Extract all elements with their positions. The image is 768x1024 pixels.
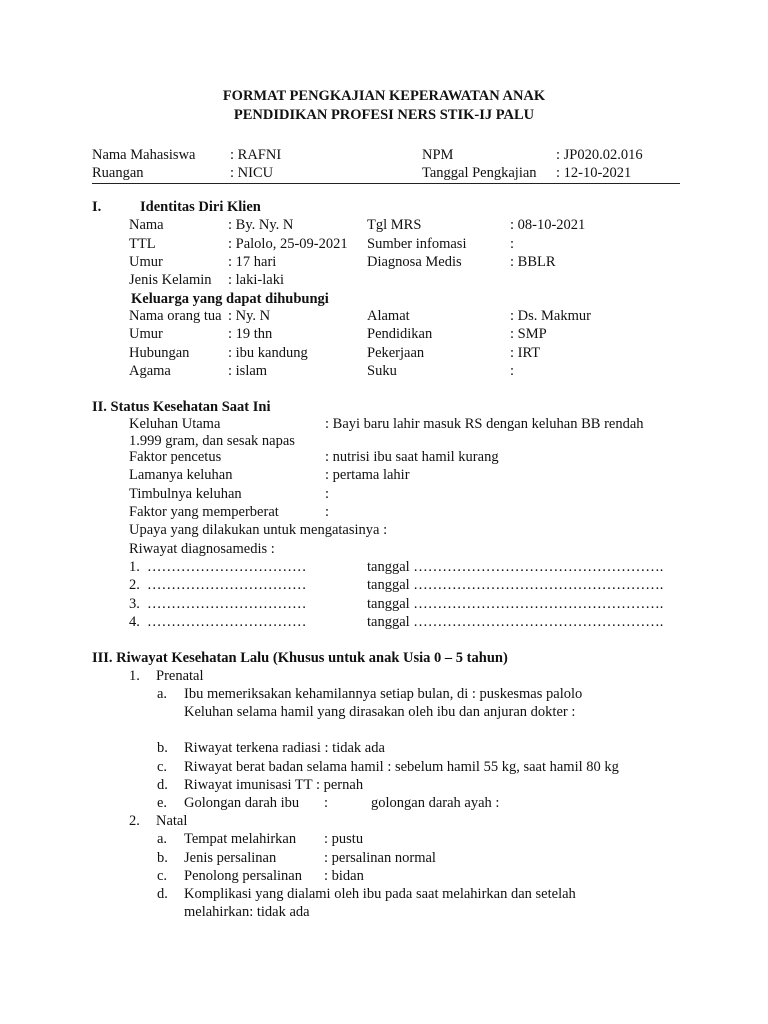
list-item-text-continued: melahirkan: tidak ada bbox=[184, 904, 310, 920]
list-number: 3. bbox=[129, 596, 140, 612]
field-value: : 08-10-2021 bbox=[510, 217, 586, 233]
section-1-number: I. bbox=[92, 199, 102, 215]
field-value: : Palolo, 25-09-2021 bbox=[228, 236, 348, 252]
section-1-title: Identitas Diri Klien bbox=[140, 199, 261, 215]
field-value-continued: 1.999 gram, dan sesak napas bbox=[129, 433, 295, 449]
field-value: : Ny. N bbox=[228, 308, 271, 324]
field-label: Nama bbox=[129, 217, 164, 233]
field-value: : 17 hari bbox=[228, 254, 277, 270]
field-label: Faktor pencetus bbox=[129, 449, 222, 465]
field-value: : laki-laki bbox=[228, 272, 284, 288]
field-label: TTL bbox=[129, 236, 156, 252]
field-value: : pertama lahir bbox=[325, 467, 410, 483]
field-label: Agama bbox=[129, 363, 171, 379]
list-dots: …………………………… bbox=[147, 559, 307, 575]
list-number: 2. bbox=[129, 577, 140, 593]
field-value: : bbox=[325, 486, 330, 502]
list-item-text: Golongan darah ibu bbox=[184, 795, 300, 811]
list-letter: d. bbox=[157, 886, 168, 902]
prenatal-number: 1. bbox=[129, 668, 140, 684]
list-dots: …………………………… bbox=[147, 596, 307, 612]
list-number: 1. bbox=[129, 559, 140, 575]
list-item-colon: : bbox=[324, 795, 329, 811]
npm-value: : JP020.02.016 bbox=[556, 147, 643, 163]
field-label: Penolong persalinan bbox=[184, 868, 302, 884]
list-letter: c. bbox=[157, 759, 168, 775]
list-letter: c. bbox=[157, 868, 168, 884]
natal-number: 2. bbox=[129, 813, 140, 829]
field-value: : nutrisi ibu saat hamil kurang bbox=[325, 449, 499, 465]
field-value: : bidan bbox=[324, 868, 364, 884]
field-value: : IRT bbox=[510, 345, 541, 361]
list-date: tanggal ……………………………………………. bbox=[367, 559, 664, 575]
list-item-text: Riwayat berat badan selama hamil : sebelum hamil 55 kg, saat hamil 80 kg bbox=[184, 759, 619, 775]
section-3-title: III. Riwayat Kesehatan Lalu (Khusus untuk anak Usia 0 – 5 tahun) bbox=[92, 650, 508, 666]
room-value: : NICU bbox=[230, 165, 274, 181]
field-label: Alamat bbox=[367, 308, 410, 324]
list-item-text: Komplikasi yang dialami oleh ibu pada saat melahirkan dan setelah bbox=[184, 886, 576, 902]
student-name-label: Nama Mahasiswa bbox=[92, 147, 196, 163]
student-name-value: : RAFNI bbox=[230, 147, 282, 163]
field-label: Umur bbox=[129, 254, 163, 270]
field-label: Keluhan Utama bbox=[129, 416, 221, 432]
list-letter: a. bbox=[157, 686, 168, 702]
field-value: : bbox=[510, 363, 515, 379]
assessment-date-label: Tanggal Pengkajian bbox=[422, 165, 537, 181]
list-letter: b. bbox=[157, 740, 168, 756]
diagnosis-history-label: Riwayat diagnosamedis : bbox=[129, 541, 275, 557]
document-title: FORMAT PENGKAJIAN KEPERAWATAN ANAK bbox=[222, 88, 546, 104]
list-date: tanggal ……………………………………………. bbox=[367, 614, 664, 630]
field-label: Tempat melahirkan bbox=[184, 831, 297, 847]
list-dots: …………………………… bbox=[147, 614, 307, 630]
field-value: : BBLR bbox=[510, 254, 556, 270]
field-label: Faktor yang memperberat bbox=[129, 504, 279, 520]
list-dots: …………………………… bbox=[147, 577, 307, 593]
field-label: Hubungan bbox=[129, 345, 190, 361]
field-label: Pendidikan bbox=[367, 326, 433, 342]
document-subtitle: PENDIDIKAN PROFESI NERS STIK-IJ PALU bbox=[233, 107, 535, 123]
field-label: Tgl MRS bbox=[367, 217, 422, 233]
header-divider bbox=[92, 183, 680, 184]
field-value: : persalinan normal bbox=[324, 850, 436, 866]
npm-label: NPM bbox=[422, 147, 454, 163]
list-date: tanggal ……………………………………………. bbox=[367, 596, 664, 612]
field-value: : islam bbox=[228, 363, 268, 379]
field-label: Nama orang tua bbox=[129, 308, 222, 324]
upaya-label: Upaya yang dilakukan untuk mengatasinya : bbox=[129, 522, 388, 538]
list-letter: b. bbox=[157, 850, 168, 866]
field-label: Sumber infomasi bbox=[367, 236, 467, 252]
field-label: Suku bbox=[367, 363, 397, 379]
field-label: Umur bbox=[129, 326, 163, 342]
list-item-text: Ibu memeriksakan kehamilannya setiap bulan, di : puskesmas palolo bbox=[184, 686, 583, 702]
field-label: Diagnosa Medis bbox=[367, 254, 462, 270]
field-value: : pustu bbox=[324, 831, 364, 847]
field-label: Pekerjaan bbox=[367, 345, 425, 361]
natal-label: Natal bbox=[156, 813, 188, 829]
list-item-text: golongan darah ayah : bbox=[371, 795, 500, 811]
field-value: : By. Ny. N bbox=[228, 217, 294, 233]
field-value: : bbox=[510, 236, 515, 252]
list-letter: d. bbox=[157, 777, 168, 793]
family-contact-title: Keluarga yang dapat dihubungi bbox=[131, 291, 329, 307]
field-value: : ibu kandung bbox=[228, 345, 308, 361]
prenatal-label: Prenatal bbox=[156, 668, 204, 684]
list-item-text: Riwayat terkena radiasi : tidak ada bbox=[184, 740, 385, 756]
list-letter: e. bbox=[157, 795, 168, 811]
field-label: Lamanya keluhan bbox=[129, 467, 233, 483]
list-item-text: Riwayat imunisasi TT : pernah bbox=[184, 777, 364, 793]
list-letter: a. bbox=[157, 831, 168, 847]
list-number: 4. bbox=[129, 614, 140, 630]
field-label: Timbulnya keluhan bbox=[129, 486, 242, 502]
field-value: : bbox=[325, 504, 330, 520]
list-item-text: Keluhan selama hamil yang dirasakan oleh ibu dan anjuran dokter : bbox=[184, 704, 576, 720]
field-label: Jenis Kelamin bbox=[129, 272, 212, 288]
field-value: : 19 thn bbox=[228, 326, 273, 342]
field-value: : SMP bbox=[510, 326, 547, 342]
field-value: : Bayi baru lahir masuk RS dengan keluhan BB rendah bbox=[325, 416, 644, 432]
field-label: Jenis persalinan bbox=[184, 850, 277, 866]
room-label: Ruangan bbox=[92, 165, 144, 181]
field-value: : Ds. Makmur bbox=[510, 308, 591, 324]
section-2-title: II. Status Kesehatan Saat Ini bbox=[92, 399, 271, 415]
list-date: tanggal ……………………………………………. bbox=[367, 577, 664, 593]
assessment-date-value: : 12-10-2021 bbox=[556, 165, 632, 181]
